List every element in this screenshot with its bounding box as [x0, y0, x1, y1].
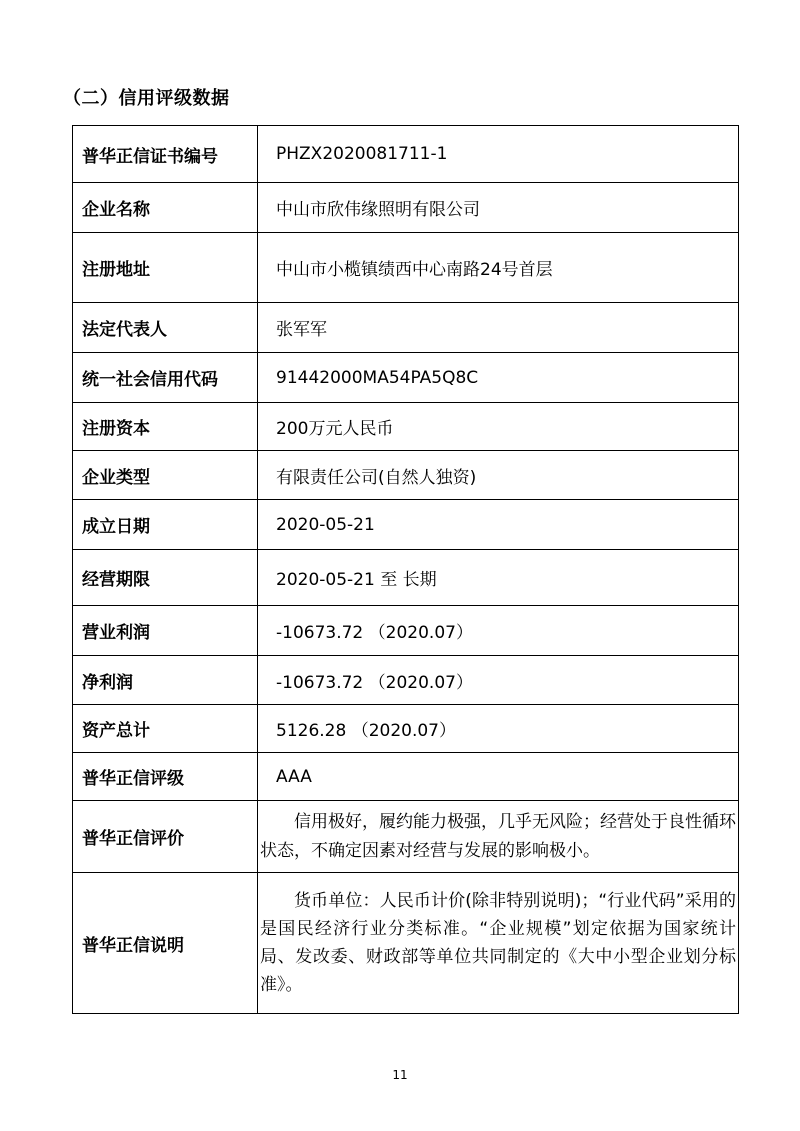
row-value: -10673.72 （2020.07） [258, 656, 739, 705]
row-label: 注册地址 [73, 233, 258, 303]
row-label: 经营期限 [73, 550, 258, 606]
row-value: -10673.72 （2020.07） [258, 606, 739, 656]
table-row [73, 183, 739, 233]
row-value: 货币单位：人民币计价(除非特别说明)；“行业代码”采用的是国民经济行业分类标准。“企业规模”划定依据为国家统计局、发改委、财政部等单位共同制定的《大中小型企业划分标准》。 [258, 873, 739, 1014]
table-row [73, 656, 739, 705]
row-value: 张军军 [258, 303, 739, 353]
row-label: 净利润 [73, 656, 258, 705]
row-value: AAA [258, 753, 739, 801]
table-row [73, 353, 739, 403]
row-value: 5126.28 （2020.07） [258, 705, 739, 753]
table-row [73, 233, 739, 303]
row-value: 中山市小榄镇绩西中心南路24号首层 [258, 233, 739, 303]
table-row [73, 303, 739, 353]
row-label: 统一社会信用代码 [73, 353, 258, 403]
row-label: 普华正信评级 [73, 753, 258, 801]
row-value: 200万元人民币 [258, 403, 739, 451]
table-row [73, 550, 739, 606]
row-value: 2020-05-21 至 长期 [258, 550, 739, 606]
table-row [73, 873, 739, 1014]
row-value: PHZX2020081711-1 [258, 126, 739, 183]
row-label: 注册资本 [73, 403, 258, 451]
row-label: 普华正信证书编号 [73, 126, 258, 183]
row-value: 中山市欣伟缘照明有限公司 [258, 183, 739, 233]
table-row [73, 500, 739, 550]
row-label: 资产总计 [73, 705, 258, 753]
row-value: 信用极好，履约能力极强，几乎无风险；经营处于良性循环状态，不确定因素对经营与发展的影响极小。 [258, 801, 739, 873]
row-label: 企业类型 [73, 451, 258, 500]
table-row [73, 451, 739, 500]
table-row [73, 753, 739, 801]
row-value: 91442000MA54PA5Q8C [258, 353, 739, 403]
credit-rating-table [72, 125, 739, 1014]
table-row [73, 705, 739, 753]
row-label: 普华正信评价 [73, 801, 258, 873]
row-value: 2020-05-21 [258, 500, 739, 550]
row-label: 成立日期 [73, 500, 258, 550]
section-title: （二）信用评级数据 [63, 88, 230, 109]
row-label: 营业利润 [73, 606, 258, 656]
table-row [73, 403, 739, 451]
row-label: 普华正信说明 [73, 873, 258, 1014]
row-label: 法定代表人 [73, 303, 258, 353]
table-row [73, 126, 739, 183]
row-label: 企业名称 [73, 183, 258, 233]
page-number: 11 [392, 1068, 408, 1082]
row-value: 有限责任公司(自然人独资) [258, 451, 739, 500]
table-row [73, 801, 739, 873]
table-row [73, 606, 739, 656]
